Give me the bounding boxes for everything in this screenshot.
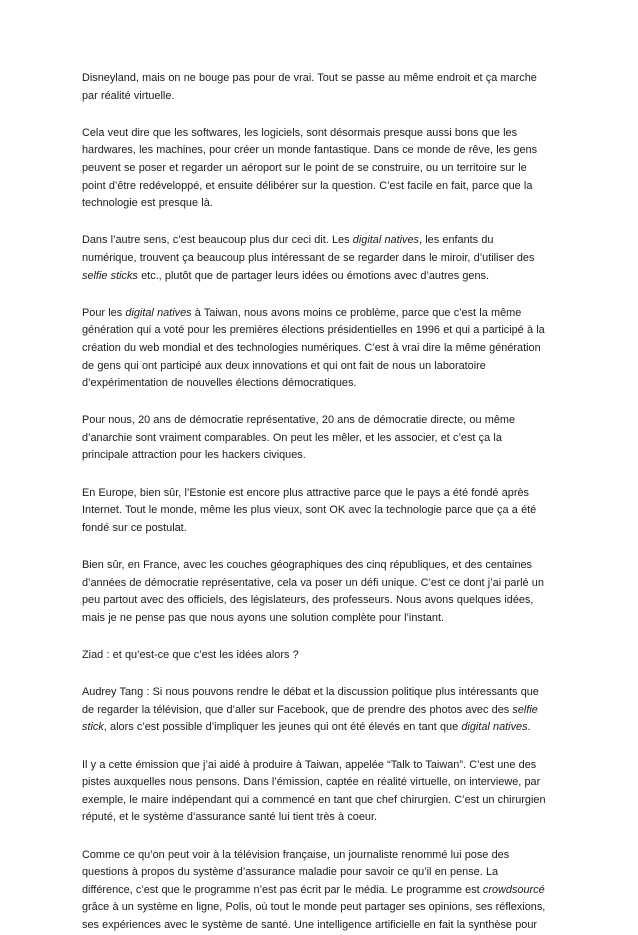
- text-run: numérique, trouvent ça beaucoup plus intéressant de se regarder dans le miroir, d’utiliser des: [82, 251, 535, 264]
- text-run: , les enfants du: [418, 234, 494, 247]
- text-run: de gens qui ont participé aux deux innovations et qui ont fait de nous un laboratoire: [82, 359, 486, 372]
- text-line: [82, 160, 588, 178]
- text-run: Ziad : et qu’est-ce que c’est les idées alors ?: [82, 649, 299, 661]
- text-line: [82, 520, 588, 538]
- text-run: grâce à un système en ligne, Polis, où tout le monde peut partager ses opinions, ses réflexions,: [82, 901, 546, 914]
- text-run: création du web mondial et des technologies numériques. C’est à vrai dire la même génération: [82, 341, 541, 354]
- text-run: génération qui a voté pour les premières élections présidentielles en 1996 et qui a participé à la: [82, 324, 545, 337]
- text-line: [82, 917, 588, 935]
- text-line: [82, 305, 588, 323]
- text-run: Cela veut dire que les softwares, les logiciels, sont désormais presque aussi bons que les: [82, 126, 518, 139]
- italic-term: digital natives: [461, 721, 528, 734]
- text-line: [82, 340, 588, 358]
- text-line: [82, 375, 588, 393]
- text-line: [82, 792, 588, 810]
- italic-term: digital natives: [352, 234, 419, 247]
- text-line: [82, 847, 588, 865]
- text-line: [82, 684, 588, 702]
- text-line: [82, 864, 588, 882]
- body-paragraph: [82, 125, 588, 213]
- text-run: mais je ne pense pas que nous ayons une solution complète pour l’instant.: [82, 611, 445, 624]
- text-line: [82, 250, 588, 268]
- text-run: réputé, et le système d’assurance santé lui tient très à coeur.: [82, 811, 377, 824]
- text-line: [82, 447, 588, 465]
- italic-term: selfie sticks: [82, 269, 138, 282]
- text-run: d’années de démocratie représentative, cela va poser un défi unique. C’est ce dont j’ai parlé un: [82, 576, 544, 589]
- body-paragraph: [82, 647, 588, 665]
- text-run: Pour nous, 20 ans de démocratie représentative, 20 ans de démocratie directe, ou même: [82, 414, 516, 427]
- text-run: principale attraction pour les hackers civiques.: [82, 449, 306, 462]
- text-line: [82, 412, 588, 430]
- body-paragraph: [82, 684, 588, 737]
- text-line: [82, 485, 588, 503]
- text-run: Dans l’autre sens, c’est beaucoup plus dur ceci dit. Les: [82, 234, 353, 247]
- text-run: ses expériences avec le système de santé. Une intelligence artificielle en fait la synthèse pour: [82, 918, 538, 931]
- text-line: [82, 702, 588, 720]
- text-run: d’anarchie sont vraiment comparables. On peut les mêler, et les associer, et c’est ça la: [82, 431, 502, 444]
- text-line: [82, 125, 588, 143]
- text-line: [82, 268, 588, 286]
- body-paragraph: [82, 70, 588, 105]
- text-run: En Europe, bien sûr, l’Estonie est encore plus attractive parce que le pays a été fondé après: [82, 486, 529, 499]
- text-line: [82, 610, 588, 628]
- text-line: [82, 430, 588, 448]
- text-line: [82, 358, 588, 376]
- text-line: [82, 575, 588, 593]
- body-paragraph: [82, 232, 588, 285]
- text-line: [82, 70, 588, 88]
- italic-term: crowdsourcé: [482, 883, 545, 896]
- text-run: fondé sur ce postulat.: [82, 521, 187, 534]
- text-line: [82, 322, 588, 340]
- text-run: Pour les: [82, 306, 126, 319]
- body-paragraph: [82, 412, 588, 465]
- body-paragraph: [82, 305, 588, 393]
- text-line: [82, 232, 588, 250]
- text-line: [82, 882, 588, 900]
- text-run: peuvent se poser et regarder un aéroport sur le point de se construire, ou un territoire sur le: [82, 161, 527, 174]
- text-run: par réalité virtuelle.: [82, 89, 175, 102]
- text-run: Comme ce qu’on peut voir à la télévision française, un journaliste renommé lui pose des: [82, 848, 510, 861]
- text-run: Internet. Tout le monde, même les plus vieux, sont OK avec la technologie parce que ça a été: [82, 504, 537, 517]
- italic-term: stick: [82, 721, 104, 734]
- text-run: point d’être redéveloppé, et ensuite délibérer sur la question. C’est facile en fait, parce que la: [82, 179, 533, 192]
- text-run: à Taiwan, nous avons moins ce problème, parce que c’est la même: [191, 306, 522, 319]
- text-line: [82, 774, 588, 792]
- text-run: , alors c’est possible d’impliquer les jeunes qui ont été élevés en tant que: [103, 721, 462, 734]
- text-run: peu partout avec des officiels, des législateurs, des professeurs. Nous avons quelques idées,: [82, 594, 534, 607]
- text-run: Disneyland, mais on ne bouge pas pour de vrai. Tout se passe au même endroit et ça marche: [82, 72, 537, 84]
- text-line: [82, 178, 588, 196]
- text-run: de regarder la télévision, que d’aller sur Facebook, que de prendre des photos avec des: [82, 703, 513, 716]
- text-line: [82, 502, 588, 520]
- text-run: hardwares, les machines, pour créer un monde fantastique. Dans ce monde de rêve, les gens: [82, 144, 538, 157]
- text-line: [82, 647, 588, 665]
- text-run: Bien sûr, en France, avec les couches géographiques des cinq républiques, et des centaines: [82, 559, 533, 572]
- text-run: Il y a cette émission que j’ai aidé à produire à Taiwan, appelée “Talk to Taiwan”. C’est une des: [82, 758, 537, 771]
- text-run: d’expérimentation de nouvelles élections démocratiques.: [82, 377, 357, 390]
- italic-term: digital natives: [125, 306, 192, 319]
- italic-term: selfie: [512, 703, 538, 716]
- body-paragraph: [82, 485, 588, 538]
- text-line: [82, 195, 588, 213]
- body-paragraph: [82, 757, 588, 827]
- text-line: [82, 88, 588, 106]
- text-run: .: [527, 721, 531, 734]
- text-run: questions à propos du système d’assurance maladie pour savoir ce qu’il en pense. La: [82, 866, 499, 879]
- text-run: exemple, le maire indépendant qui a commencé en tant que chef chirurgien. C’est un chirurgien: [82, 793, 546, 806]
- body-paragraph: [82, 847, 588, 935]
- text-line: [82, 757, 588, 775]
- text-run: Audrey Tang : Si nous pouvons rendre le débat et la discussion politique plus intéressants que: [82, 686, 539, 699]
- body-paragraph: [82, 557, 588, 627]
- text-line: [82, 557, 588, 575]
- text-run: différence, c’est que le programme n’est pas écrit par le média. Le programme est: [82, 883, 483, 896]
- text-line: [82, 592, 588, 610]
- text-line: [82, 809, 588, 827]
- text-run: etc., plutôt que de partager leurs idées ou émotions avec d’autres gens.: [137, 269, 490, 282]
- text-run: pistes auxquelles nous pensons. Dans l’émission, captée en réalité virtuelle, on interviewe, par: [82, 776, 541, 789]
- text-line: [82, 719, 588, 737]
- text-line: [82, 142, 588, 160]
- text-run: technologie est presque là.: [82, 197, 213, 210]
